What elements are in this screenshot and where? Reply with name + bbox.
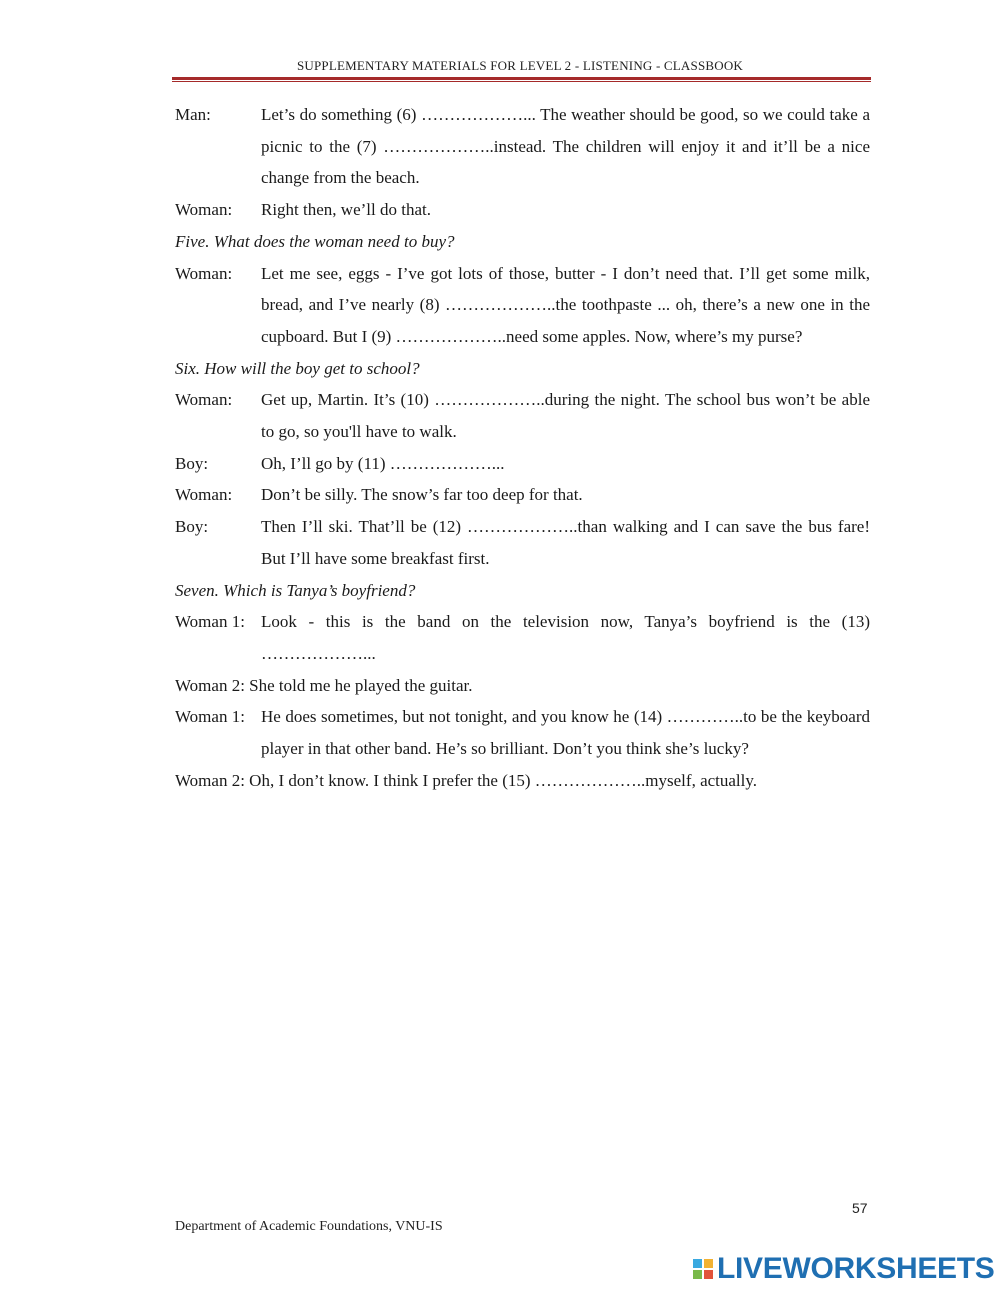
dialogue-line [175, 511, 870, 574]
dialogue-line [175, 448, 870, 480]
dialogue-line [175, 384, 870, 447]
transcript-body [175, 99, 870, 796]
page-number: 57 [852, 1200, 868, 1216]
speaker-label: Woman: [175, 200, 233, 220]
question-heading: Five. What does the woman need to buy? [175, 231, 455, 251]
dialogue-line [175, 258, 870, 353]
dialogue-text: Right then, we’ll do that. [261, 200, 431, 220]
logo-squares-icon [693, 1259, 713, 1279]
dialogue-text: Don’t be silly. The snow’s far too deep for that. [261, 485, 583, 505]
speaker-label: Boy: [175, 453, 209, 473]
dialogue-line [175, 701, 870, 764]
speaker-label: Woman 1: [175, 612, 245, 632]
speaker-label: Woman: [175, 485, 233, 505]
speaker-label: Woman 1: [175, 707, 245, 727]
speaker-label: Boy: [175, 517, 209, 537]
liveworksheets-logo [693, 1253, 995, 1285]
dialogue-line [175, 479, 870, 511]
speaker-label: Woman: [175, 390, 233, 410]
dialogue-text: Then I’ll ski. That’ll be (12) ………………..than walking and I can save the bus fare! But I’ll have some breakfast first. [261, 517, 870, 568]
dialogue-text: Oh, I’ll go by (11) ………………... [261, 453, 505, 473]
dialogue-line [175, 99, 870, 194]
dialogue-line-full: Woman 2: Oh, I don’t know. I think I prefer the (15) ………………..myself, actually. [175, 770, 758, 790]
page-footer: Department of Academic Foundations, VNU-IS [175, 1219, 443, 1234]
dialogue-line-full: Woman 2: She told me he played the guitar. [175, 675, 473, 695]
speaker-label: Man: [175, 105, 211, 124]
header-rule-thin [172, 81, 871, 82]
logo-wordmark: LIVEWORKSHEETS [717, 1252, 995, 1285]
dialogue-text: Look - this is the band on the television now, Tanya’s boyfriend is the (13) ………………... [261, 612, 870, 663]
speaker-label: Woman: [175, 263, 233, 283]
dialogue-text: Get up, Martin. It’s (10) ………………..during the night. The school bus won’t be able to go, so you'll have to walk. [261, 390, 870, 442]
dialogue-text: Let me see, eggs - I’ve got lots of those, butter - I don’t need that. I’ll get some milk, bread, and I’ve nearly (8) ………………..the toothpaste ... oh, there’s a new one in the cupboard. But I (9) ………………..need some apples. Now, where’s my purse? [261, 263, 870, 346]
question-heading: Seven. Which is Tanya’s boyfriend? [175, 580, 416, 600]
question-heading: Six. How will the boy get to school? [175, 358, 420, 378]
header-rule-thick [172, 77, 871, 80]
dialogue-text: Let’s do something (6) ………………... The weather should be good, so we could take a picnic to the (7) ………………..instead. The children will enjoy it and it’ll be a nice change from the beach. [261, 105, 870, 188]
dialogue-line [175, 606, 870, 669]
page-header: SUPPLEMENTARY MATERIALS FOR LEVEL 2 - LISTENING - CLASSBOOK [296, 58, 744, 73]
dialogue-line [175, 194, 870, 226]
dialogue-text: He does sometimes, but not tonight, and you know he (14) …………..to be the keyboard player in that other band. He’s so brilliant. Don’t you think she’s lucky? [261, 707, 870, 759]
